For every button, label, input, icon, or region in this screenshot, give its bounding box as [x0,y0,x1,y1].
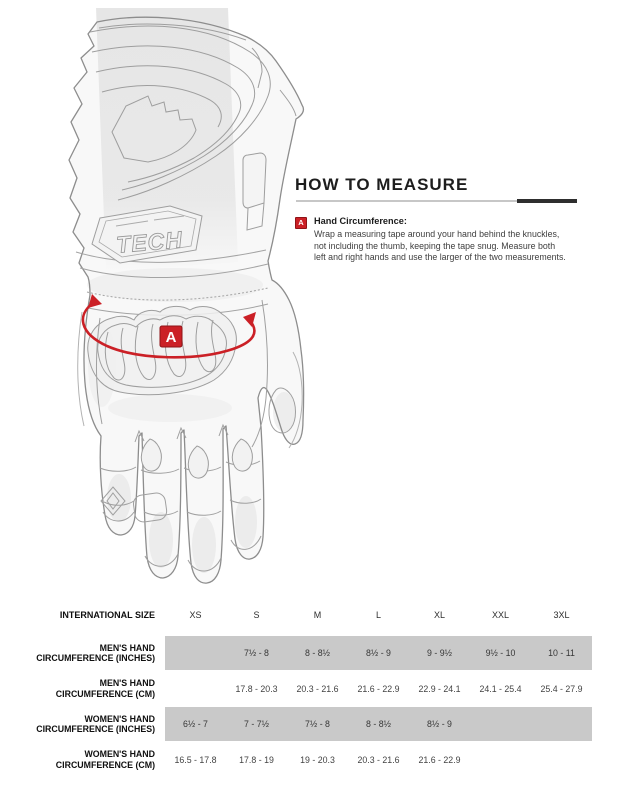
marker-a-badge: A [295,217,307,229]
section-title: HOW TO MEASURE [295,175,469,194]
body-line: left and right hands and use the larger of the two measurements. [314,252,566,262]
row-cells [165,707,592,741]
size-column-header: XL [433,610,445,620]
row-label: MEN'S HAND CIRCUMFERENCE (INCHES) [36,642,155,663]
table-cell: 17.8 - 20.3 [235,683,278,694]
size-column-header: M [313,610,322,620]
item-body [314,229,566,264]
size-column-header: XXL [491,610,509,620]
table-cell: 20.3 - 21.6 [357,754,400,765]
row-label: WOMEN'S HAND CIRCUMFERENCE (CM) [55,749,155,770]
table-cell: 8½ - 9 [427,719,452,729]
table-cell: 8½ - 9 [366,648,391,658]
row-label: WOMEN'S HAND CIRCUMFERENCE (INCHES) [36,713,155,734]
header-label: INTERNATIONAL SIZE [59,609,155,620]
size-table-rows [30,636,592,775]
row-cells [165,744,592,775]
hand-circumference-text [314,216,566,264]
table-cell: 19 - 20.3 [300,754,335,765]
table-cell: 16.5 - 17.8 [174,754,217,765]
table-cell: 21.6 - 22.9 [418,754,461,765]
table-cell: 10 - 11 [548,648,575,658]
glove-marker-a [160,326,182,347]
glove-svg [0,0,320,610]
table-cell: 22.9 - 24.1 [418,683,461,694]
table-cell: 7 - 7½ [244,719,269,729]
table-cell: 8 - 8½ [305,648,330,658]
svg-text:A: A [165,329,177,346]
size-column-header: XS [189,610,202,620]
table-row [30,744,592,775]
table-cell: 21.6 - 22.9 [357,683,400,694]
glove-illustration [0,0,320,610]
row-label: MEN'S HAND CIRCUMFERENCE (CM) [55,678,155,699]
table-cell: 9 - 9½ [427,648,452,658]
table-row [30,673,592,704]
table-cell: 17.8 - 19 [239,754,274,765]
table-row [30,636,592,670]
item-title: Hand Circumference: [314,216,407,226]
table-cell: 8 - 8½ [366,719,391,729]
row-cells [165,636,592,670]
table-cell: 6½ - 7 [183,719,208,729]
table-row [30,707,592,741]
tech-logo-text: TECH [115,226,184,258]
size-column-header: L [375,610,381,620]
hand-circumference-item [295,216,587,264]
title-rule [296,199,577,203]
table-cell: 24.1 - 25.4 [479,683,522,694]
table-cell: 9½ - 10 [485,648,516,658]
table-cell: 20.3 - 21.6 [296,683,339,694]
table-cell: 7½ - 8 [305,719,330,729]
body-line: Wrap a measuring tape around your hand behind the knuckles, [314,229,560,239]
size-column-header: S [253,610,260,620]
size-table [30,605,592,778]
body-line: not including the thumb, keeping the tape snug. Measure both [314,240,556,251]
title-rule-thick [517,199,577,203]
table-cell: 7½ - 8 [244,648,269,658]
table-cell: 25.4 - 27.9 [540,683,583,694]
size-header-cells [165,610,592,620]
size-column-header: 3XL [553,610,570,620]
row-cells [165,673,592,704]
title-rule-thin [296,200,517,202]
size-table-header [30,605,592,625]
how-to-measure-section [295,176,587,264]
